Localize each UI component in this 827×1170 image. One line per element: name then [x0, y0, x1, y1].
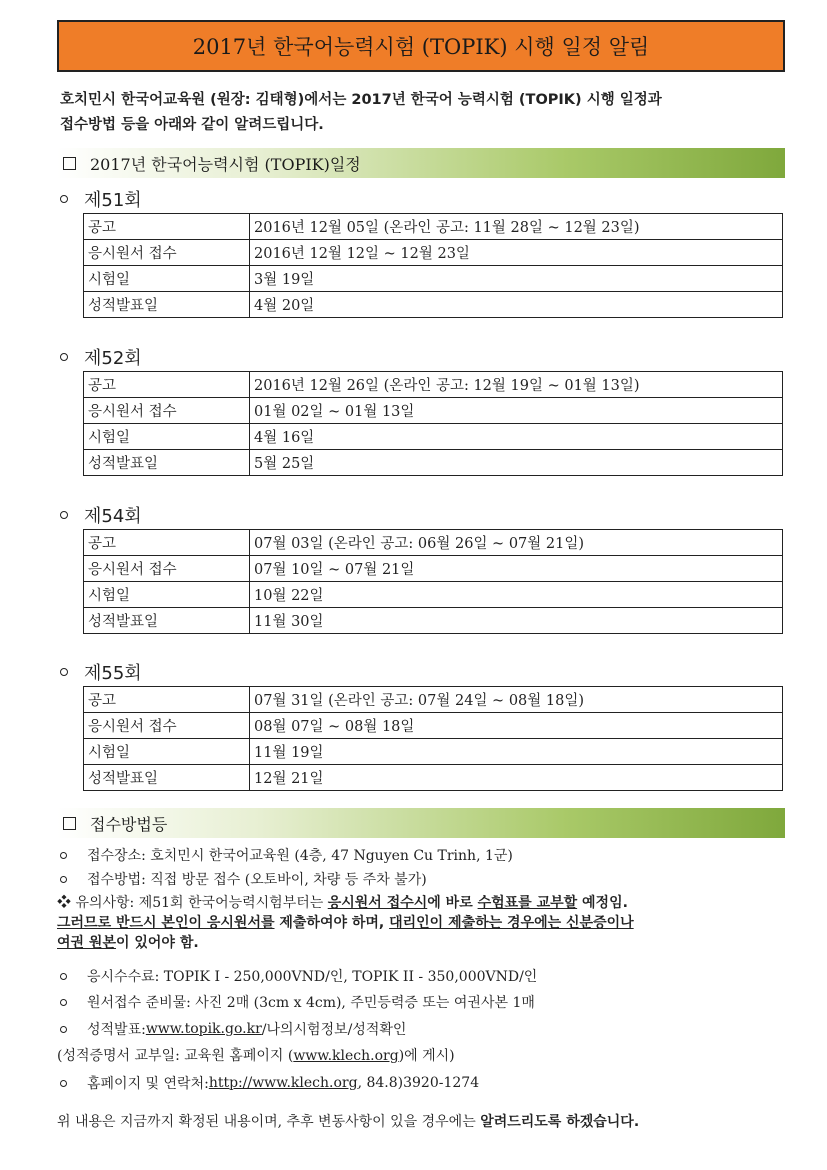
row-value: 07월 31일 (온라인 공고: 07월 24일 ~ 08월 18일) [250, 687, 783, 713]
notice-line-3 [57, 933, 777, 953]
page-title: 2017년 한국어능력시험 (TOPIK) 시행 일정 알림 [192, 35, 650, 59]
klech-link[interactable]: www.klech.org [293, 1048, 399, 1064]
table-row [84, 608, 783, 634]
schedule-section-header [57, 148, 785, 178]
round-54-title: 제54회 [84, 506, 142, 527]
row-value: 07월 03일 (온라인 공고: 06월 26일 ~ 07월 21일) [250, 530, 783, 556]
table-row [84, 687, 783, 713]
table-row [84, 739, 783, 765]
certificate-suffix: )에 게시) [398, 1048, 455, 1064]
intro-paragraph [60, 88, 780, 138]
table-row [84, 582, 783, 608]
round-55-title: 제55회 [84, 663, 142, 684]
fees-item [60, 966, 790, 986]
row-value: 10월 22일 [250, 582, 783, 608]
notice-line-2 [57, 913, 777, 933]
table-row [84, 292, 783, 318]
row-label: 시험일 [84, 739, 250, 765]
notice-highlight: 수험표를 교부할 [477, 895, 578, 911]
circle-bullet-icon [60, 668, 68, 676]
circle-bullet-icon [60, 195, 68, 203]
row-value: 01월 02일 ~ 01월 13일 [250, 398, 783, 424]
homepage-link[interactable]: http://www.klech.org [208, 1075, 358, 1091]
table-row [84, 556, 783, 582]
table-row [84, 214, 783, 240]
method-way-text: 접수방법: 직접 방문 접수 (오토바이, 차량 등 주차 불가) [87, 872, 427, 888]
method-section-title: 접수방법등 [90, 814, 168, 834]
notice-text: 그러므로 [57, 915, 116, 931]
results-suffix: /나의시험정보/성적확인 [261, 1022, 407, 1038]
schedule-section-title: 2017년 한국어능력시험 (TOPIK)일정 [90, 154, 361, 174]
table-row [84, 713, 783, 739]
row-label: 응시원서 접수 [84, 556, 250, 582]
row-label: 성적발표일 [84, 765, 250, 791]
row-label: 응시원서 접수 [84, 398, 250, 424]
row-label: 응시원서 접수 [84, 713, 250, 739]
table-row [84, 765, 783, 791]
row-label: 공고 [84, 372, 250, 398]
table-row [84, 240, 783, 266]
row-value: 3월 19일 [250, 266, 783, 292]
round-51-title: 제51회 [84, 190, 142, 211]
notice-text: 이 있어야 함. [115, 935, 199, 951]
table-row [84, 398, 783, 424]
round-52-title: 제52회 [84, 348, 142, 369]
row-value: 2016년 12월 12일 ~ 12월 23일 [250, 240, 783, 266]
round-55-table [83, 686, 783, 791]
fees-text: 응시수수료: TOPIK I - 250,000VND/인, TOPIK II - 350,000VND/인 [87, 969, 538, 985]
certificate-prefix: (성적증명서 교부일: 교육원 홈페이지 ( [57, 1048, 294, 1064]
method-section-header [57, 808, 785, 838]
row-label: 성적발표일 [84, 292, 250, 318]
round-51-table [83, 213, 783, 318]
notice-highlight: 대리인이 제출하는 경우에는 신분증이나 [389, 915, 634, 931]
square-bullet-icon [63, 817, 76, 830]
circle-bullet-icon [60, 353, 68, 361]
notice-highlight: 여권 원본 [57, 935, 116, 951]
notice-highlight: 응시원서 접수시 [327, 895, 428, 911]
round-51-heading [60, 186, 142, 212]
row-label: 시험일 [84, 582, 250, 608]
topik-link[interactable]: www.topik.go.kr [145, 1021, 262, 1037]
closing-text: 위 내용은 지금까지 확정된 내용이며, 추후 변동사항이 있을 경우에는 [57, 1114, 481, 1130]
closing-bold-text: 알려드리도록 하겠습니다. [480, 1114, 640, 1130]
row-label: 성적발표일 [84, 450, 250, 476]
row-value: 4월 20일 [250, 292, 783, 318]
notice-line-1 [57, 893, 777, 913]
circle-bullet-icon [60, 973, 67, 980]
contact-suffix: , 84.8)3920-1274 [357, 1075, 480, 1091]
row-value: 2016년 12월 05일 (온라인 공고: 11월 28일 ~ 12월 23일) [250, 214, 783, 240]
row-value: 07월 10일 ~ 07월 21일 [250, 556, 783, 582]
notice-text: 제출하여야 하며, [274, 915, 390, 931]
row-label: 공고 [84, 530, 250, 556]
circle-bullet-icon [60, 999, 67, 1006]
prep-item [60, 992, 790, 1012]
contact-prefix: 홈페이지 및 연락처: [87, 1076, 209, 1092]
row-value: 12월 21일 [250, 765, 783, 791]
table-row [84, 530, 783, 556]
contact-item [60, 1073, 790, 1093]
row-value: 4월 16일 [250, 424, 783, 450]
round-55-heading [60, 659, 142, 685]
row-label: 시험일 [84, 266, 250, 292]
square-bullet-icon [63, 157, 76, 170]
results-item [60, 1019, 790, 1039]
round-52-table [83, 371, 783, 476]
method-place [60, 845, 790, 865]
circle-bullet-icon [60, 876, 67, 883]
page-title-banner [57, 20, 785, 72]
round-54-table [83, 529, 783, 634]
results-prefix: 성적발표: [87, 1022, 146, 1038]
intro-line-2: 접수방법 등을 아래와 같이 알려드립니다. [60, 117, 324, 133]
row-value: 2016년 12월 26일 (온라인 공고: 12월 19일 ~ 01월 13일) [250, 372, 783, 398]
circle-bullet-icon [60, 852, 67, 859]
table-row [84, 372, 783, 398]
notice-text: 에 바로 [427, 895, 478, 911]
table-row [84, 424, 783, 450]
prep-text: 원서접수 준비물: 사진 2매 (3cm x 4cm), 주민등력증 또는 여권사본 1매 [87, 995, 535, 1011]
notice-highlight: 반드시 본인이 응시원서를 [115, 915, 275, 931]
circle-bullet-icon [60, 1026, 67, 1033]
row-value: 11월 19일 [250, 739, 783, 765]
row-label: 성적발표일 [84, 608, 250, 634]
notice-text: 예정임. [577, 895, 628, 911]
method-way [60, 869, 790, 889]
intro-line-1: 호치민시 한국어교육원 (원장: 김태형)에서는 2017년 한국어 능력시험 (TOPIK) 시행 일정과 [60, 92, 662, 108]
row-label: 응시원서 접수 [84, 240, 250, 266]
notice-paragraph [57, 893, 777, 953]
row-label: 시험일 [84, 424, 250, 450]
table-row [84, 450, 783, 476]
row-label: 공고 [84, 687, 250, 713]
method-place-text: 접수장소: 호치민시 한국어교육원 (4층, 47 Nguyen Cu Trinh, 1군) [87, 848, 513, 864]
row-value: 5월 25일 [250, 450, 783, 476]
row-label: 공고 [84, 214, 250, 240]
row-value: 08월 07일 ~ 08월 18일 [250, 713, 783, 739]
closing-sentence [57, 1111, 787, 1131]
circle-bullet-icon [60, 1080, 67, 1087]
certificate-note [57, 1045, 455, 1065]
notice-prefix: ❖ 유의사항: 제51회 한국어능력시험부터는 [57, 895, 328, 911]
round-52-heading [60, 344, 142, 370]
table-row [84, 266, 783, 292]
round-54-heading [60, 502, 142, 528]
circle-bullet-icon [60, 511, 68, 519]
row-value: 11월 30일 [250, 608, 783, 634]
